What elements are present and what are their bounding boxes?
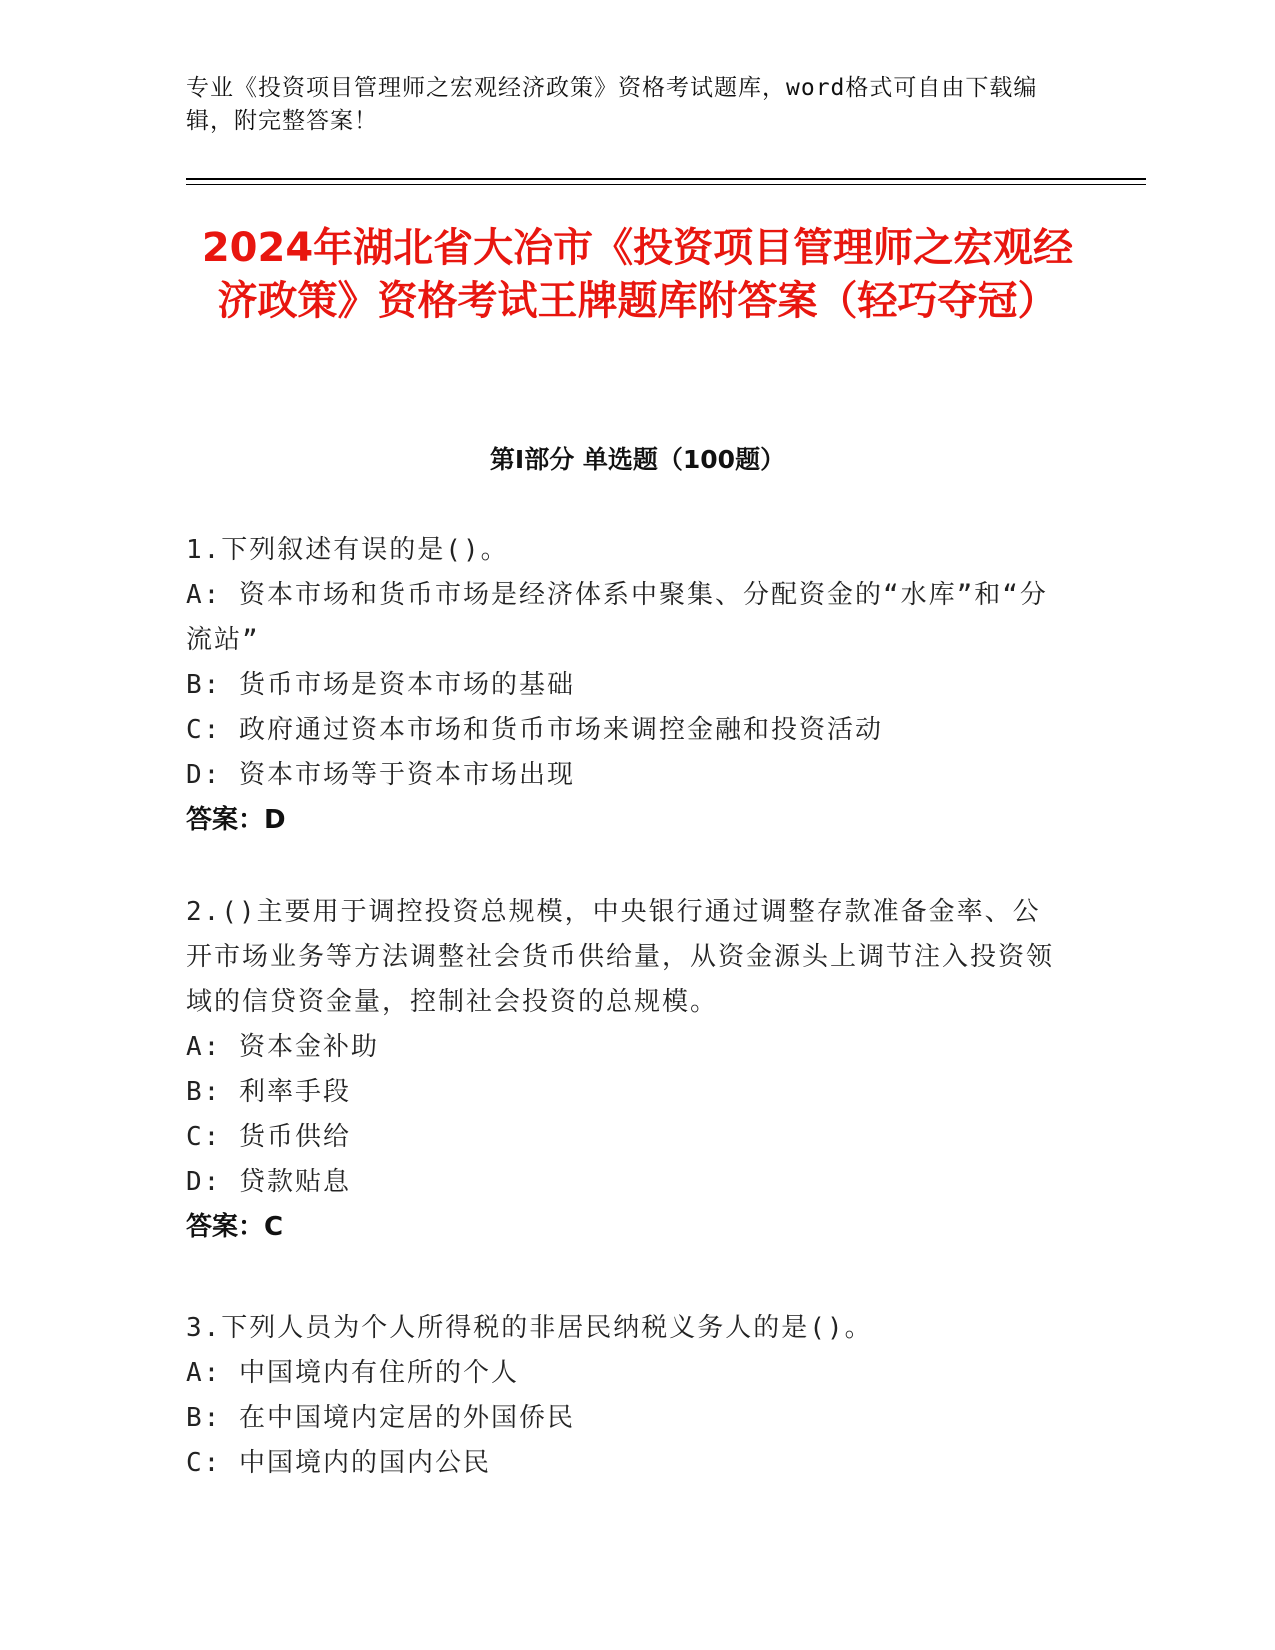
question-stem: 1.下列叙述有误的是()。 [186,535,509,565]
option-b: B: 货币市场是资本市场的基础 [186,670,575,700]
header-rule-thin [186,184,1146,185]
option-c: C: 中国境内的国内公民 [186,1448,491,1478]
answer: 答案：C [186,1212,284,1242]
option-a: A: 资本市场和货币市场是经济体系中聚集、分配资金的“水库”和“分流站” [186,580,1048,655]
option-d: D: 贷款贴息 [186,1167,351,1197]
question-3 [186,1306,1056,1486]
question-stem: 2.()主要用于调控投资总规模，中央银行通过调整存款准备金率、公开市场业务等方法调整社会货币供给量，从资金源头上调节注入投资领域的信贷资金量，控制社会投资的总规模。 [186,897,1055,1017]
question-stem: 3.下列人员为个人所得税的非居民纳税义务人的是()。 [186,1313,873,1343]
option-b: B: 利率手段 [186,1077,351,1107]
option-c: C: 货币供给 [186,1122,351,1152]
header-rule-thick [186,178,1146,180]
header-note: 专业《投资项目管理师之宏观经济政策》资格考试题库，word格式可自由下载编辑，附完整答案！ [186,75,1038,134]
answer: 答案：D [186,805,286,835]
question-1 [186,528,1056,843]
option-a: A: 中国境内有住所的个人 [186,1358,519,1388]
section-title: 第I部分 单选题（100题） [489,445,786,474]
option-c: C: 政府通过资本市场和货币市场来调控金融和投资活动 [186,715,883,745]
option-d: D: 资本市场等于资本市场出现 [186,760,575,790]
document-title: 2024年湖北省大冶市《投资项目管理师之宏观经济政策》资格考试王牌题库附答案（轻巧夺冠） [201,225,1074,324]
option-a: A: 资本金补助 [186,1032,379,1062]
question-2 [186,890,1056,1250]
option-b: B: 在中国境内定居的外国侨民 [186,1403,575,1433]
